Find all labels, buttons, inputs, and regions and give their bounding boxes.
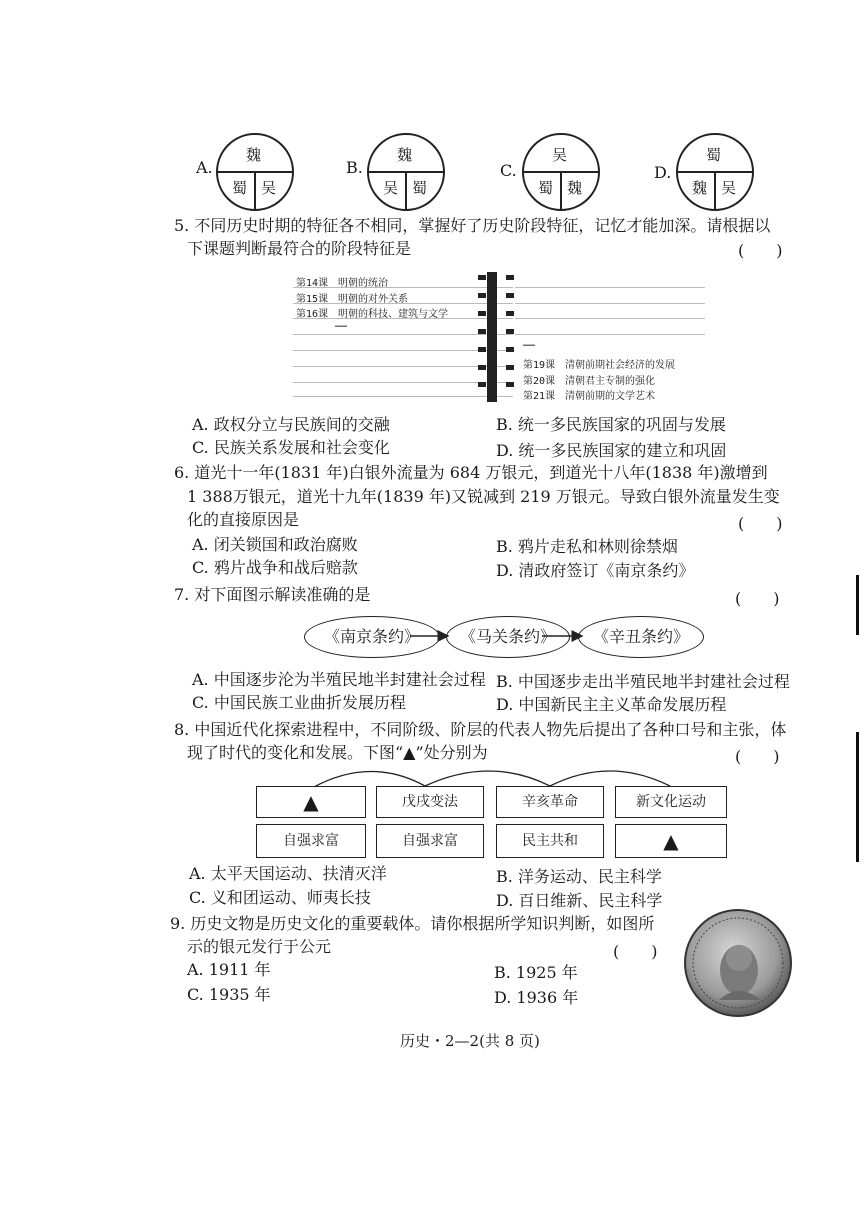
q9-option-b[interactable]: B. 1925 年	[494, 963, 578, 982]
q5-lesson-16: 第16课 明朝的科技、建筑与文学	[296, 309, 449, 320]
q6-option-a[interactable]: A. 闭关锁国和政治腐败	[192, 535, 358, 554]
silver-dollar-coin-image	[683, 908, 793, 1018]
q8-option-d[interactable]: D. 百日维新、民主科学	[496, 891, 663, 910]
q7-option-d[interactable]: D. 中国新民主主义革命发展历程	[496, 695, 727, 714]
q6-stem-line3: 化的直接原因是	[187, 510, 300, 529]
q9-stem-line1: 9. 历史文物是历史文化的重要载体。请你根据所学知识判断，如图所	[170, 914, 655, 933]
q7-option-a[interactable]: A. 中国逐步沦为半殖民地半封建社会过程	[192, 670, 486, 689]
q5-option-d[interactable]: D. 统一多民族国家的建立和巩固	[496, 441, 727, 460]
q4-b-left: 吴	[383, 179, 399, 197]
q4-option-c-letter[interactable]: C.	[500, 161, 517, 180]
q8-top-box-3: 辛亥革命	[496, 786, 604, 818]
q8-bottom-box-4: ▲	[615, 824, 727, 858]
q4-b-top: 魏	[397, 146, 413, 164]
q4-c-right: 魏	[567, 179, 583, 197]
q4-c-top: 吴	[552, 146, 568, 164]
q5-lesson-ellipsis-left: ……	[335, 319, 348, 330]
q4-a-top: 魏	[246, 146, 262, 164]
q5-stem-line2: 下课题判断最符合的阶段特征是	[187, 239, 412, 258]
q7-treaty-nanjing: 《南京条约》	[304, 616, 440, 658]
q8-option-a[interactable]: A. 太平天国运动、扶清灭洋	[189, 864, 387, 883]
q8-top-box-1: ▲	[256, 786, 366, 818]
q6-option-d[interactable]: D. 清政府签订《南京条约》	[496, 561, 695, 580]
q4-option-c-diagram[interactable]	[522, 133, 600, 211]
q4-b-right: 蜀	[412, 179, 428, 197]
q6-answer-paren[interactable]: ( )	[738, 514, 783, 533]
q5-lesson-14: 第14课 明朝的统治	[296, 278, 389, 289]
q4-option-d-diagram[interactable]	[676, 133, 754, 211]
q8-stem-line1: 8. 中国近代化探索进程中，不同阶级、阶层的代表人物先后提出了各种口号和主张，体	[174, 720, 787, 739]
q8-bottom-box-2: 自强求富	[376, 824, 484, 858]
q7-option-b[interactable]: B. 中国逐步走出半殖民地半封建社会过程	[496, 672, 790, 691]
q4-option-d-letter[interactable]: D.	[654, 163, 672, 182]
q5-lesson-19: 第19课 清朝前期社会经济的发展	[523, 360, 676, 371]
q7-treaty-maguan: 《马关条约》	[446, 616, 570, 658]
q4-a-left: 蜀	[232, 179, 248, 197]
q9-option-a[interactable]: A. 1911 年	[187, 960, 271, 979]
q9-option-c[interactable]: C. 1935 年	[187, 985, 271, 1004]
q7-arrows	[300, 620, 710, 654]
q9-stem-line2: 示的银元发行于公元	[187, 937, 332, 956]
q5-lesson-20: 第20课 清朝君主专制的强化	[523, 376, 656, 387]
q8-option-c[interactable]: C. 义和团运动、师夷长技	[189, 888, 371, 907]
q9-answer-paren[interactable]: ( )	[613, 942, 658, 961]
q6-option-c[interactable]: C. 鸦片战争和战后赔款	[192, 558, 358, 577]
page-footer: 历史・2—2(共 8 页)	[400, 1032, 540, 1050]
q8-option-b[interactable]: B. 洋务运动、民主科学	[496, 867, 662, 886]
q7-stem: 7. 对下面图示解读准确的是	[174, 585, 371, 604]
q7-treaty-xinchou: 《辛丑条约》	[578, 616, 704, 658]
q4-option-b-letter[interactable]: B.	[346, 158, 363, 177]
q8-answer-paren[interactable]: ( )	[735, 747, 780, 766]
q7-option-c[interactable]: C. 中国民族工业曲折发展历程	[192, 693, 406, 712]
q4-a-right: 吴	[261, 179, 277, 197]
q4-option-a-diagram[interactable]	[216, 133, 294, 211]
q4-d-right: 吴	[721, 179, 737, 197]
q5-lesson-21: 第21课 清朝前期的文学艺术	[523, 391, 656, 402]
q8-stem-line2: 现了时代的变化和发展。下图“▲”处分别为	[187, 743, 488, 762]
q4-d-top: 蜀	[706, 146, 722, 164]
q5-timeline-right	[515, 268, 710, 400]
q5-lesson-ellipsis-right: ……	[523, 338, 536, 349]
q8-bottom-box-3: 民主共和	[496, 824, 604, 858]
q5-option-a[interactable]: A. 政权分立与民族间的交融	[192, 415, 390, 434]
scan-mark-bottom	[856, 732, 859, 862]
q4-option-b-diagram[interactable]	[367, 133, 445, 211]
q4-d-left: 魏	[692, 179, 708, 197]
q7-answer-paren[interactable]: ( )	[735, 589, 780, 608]
q5-stem-line1: 5. 不同历史时期的特征各不相同，掌握好了历史阶段特征，记忆才能加深。请根据以	[174, 216, 771, 235]
q5-option-c[interactable]: C. 民族关系发展和社会变化	[192, 438, 390, 457]
q6-stem-line2: 1 388万银元，道光十九年(1839 年)又锐减到 219 万银元。导致白银外流量发生变	[187, 487, 780, 506]
q4-c-left: 蜀	[538, 179, 554, 197]
q6-stem-line1: 6. 道光十一年(1831 年)白银外流量为 684 万银元，到道光十八年(1838 年)激增到	[174, 463, 768, 482]
q8-bottom-box-1: 自强求富	[256, 824, 366, 858]
q9-option-d[interactable]: D. 1936 年	[494, 988, 579, 1007]
q4-option-a-letter[interactable]: A.	[196, 158, 213, 177]
q5-answer-paren[interactable]: ( )	[738, 241, 783, 260]
q8-top-box-4: 新文化运动	[615, 786, 727, 818]
q6-option-b[interactable]: B. 鸦片走私和林则徐禁烟	[496, 537, 678, 556]
q5-lesson-15: 第15课 明朝的对外关系	[296, 294, 409, 305]
q8-top-box-2: 戊戌变法	[376, 786, 484, 818]
q5-timeline-spine	[487, 272, 497, 402]
scan-mark-top	[856, 575, 859, 635]
q5-option-b[interactable]: B. 统一多民族国家的巩固与发展	[496, 415, 726, 434]
